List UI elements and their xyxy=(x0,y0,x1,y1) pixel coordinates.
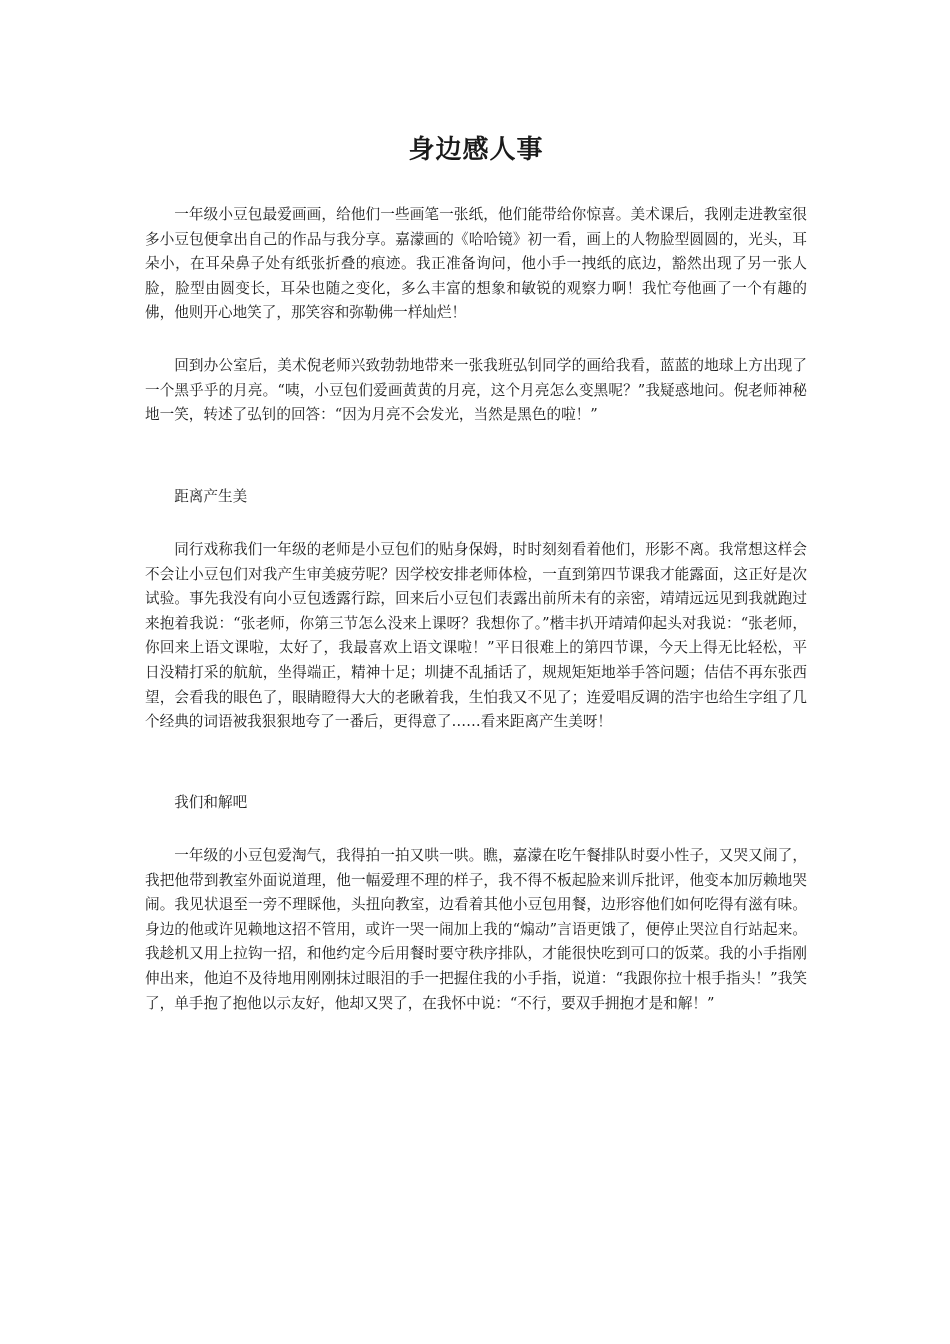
section-heading-distance: 距离产生美 xyxy=(174,488,248,505)
paragraph-black-moon: 回到办公室后，美术倪老师兴致勃勃地带来一张我班弘钊同学的画给我看，蓝蓝的地球上方出现了一个黑乎乎的月亮。“咦，小豆包们爱画黄黄的月亮，这个月亮怎么变黑呢？”我疑惑地问。倪老师神秘地一笑，转述了弘钊的回答：“因为月亮不会发光，当然是黑色的啦！” xyxy=(145,357,807,424)
document-title: 身边感人事 xyxy=(408,135,544,165)
section-heading-reconcile: 我们和解吧 xyxy=(174,794,248,811)
paragraph-drawing-haha-mirror: 一年级小豆包最爱画画，给他们一些画笔一张纸，他们能带给你惊喜。美术课后，我刚走进教室很多小豆包便拿出自己的作品与我分享。嘉濛画的《哈哈镜》初一看，画上的人物脸型圆圆的，光头，耳朵小，在耳朵鼻子处有纸张折叠的痕迹。我正准备询问，他小手一拽纸的底边，豁然出现了另一张人脸，脸型由圆变长，耳朵也随之变化，多么丰富的想象和敏锐的观察力啊！我忙夸他画了一个有趣的佛，他则开心地笑了，那笑容和弥勒佛一样灿烂！ xyxy=(145,206,807,322)
paragraph-reconcile: 一年级的小豆包爱淘气，我得拍一拍又哄一哄。瞧，嘉濛在吃午餐排队时耍小性子，又哭又闹了，我把他带到教室外面说道理，他一幅爱理不理的样子，我不得不板起脸来训斥批评，他变本加厉赖地哭闹。我见状退至一旁不理睬他，头扭向教室，边看着其他小豆包用餐，边形容他们如何吃得有滋有味。身边的他或许见赖地这招不管用，或许一哭一闹加上我的“煽动”言语更饿了，便停止哭泣自行站起来。我趁机又用上拉钩一招，和他约定今后用餐时要守秩序排队，才能很快吃到可口的饭菜。我的小手指刚伸出来，他迫不及待地用刚刚抹过眼泪的手一把握住我的小手指，说道：“我跟你拉十根手指头！”我笑了，单手抱了抱他以示友好，他却又哭了，在我怀中说：“不行，要双手拥抱才是和解！” xyxy=(145,847,807,1012)
paragraph-distance-beauty: 同行戏称我们一年级的老师是小豆包们的贴身保姆，时时刻刻看着他们，形影不离。我常想这样会不会让小豆包们对我产生审美疲劳呢？因学校安排老师体检，一直到第四节课我才能露面，这正好是次试验。事先我没有向小豆包透露行踪，回来后小豆包们表露出前所未有的亲密，靖靖远远见到我就跑过来抱着我说：“张老师，你第三节怎么没来上课呀？我想你了。”楷丰扒开靖靖仰起头对我说：“张老师，你回来上语文课啦，太好了，我最喜欢上语文课啦！”平日很难上的第四节课，今天上得无比轻松，平日没精打采的航航，坐得端正，精神十足；圳捷不乱插话了，规规矩矩地举手答问题；佶佶不再东张西望，会看我的眼色了，眼睛瞪得大大的老瞅着我，生怕我又不见了；连爱唱反调的浩宇也给生字组了几个经典的词语被我狠狠地夸了一番后，更得意了……看来距离产生美呀！ xyxy=(145,541,807,731)
